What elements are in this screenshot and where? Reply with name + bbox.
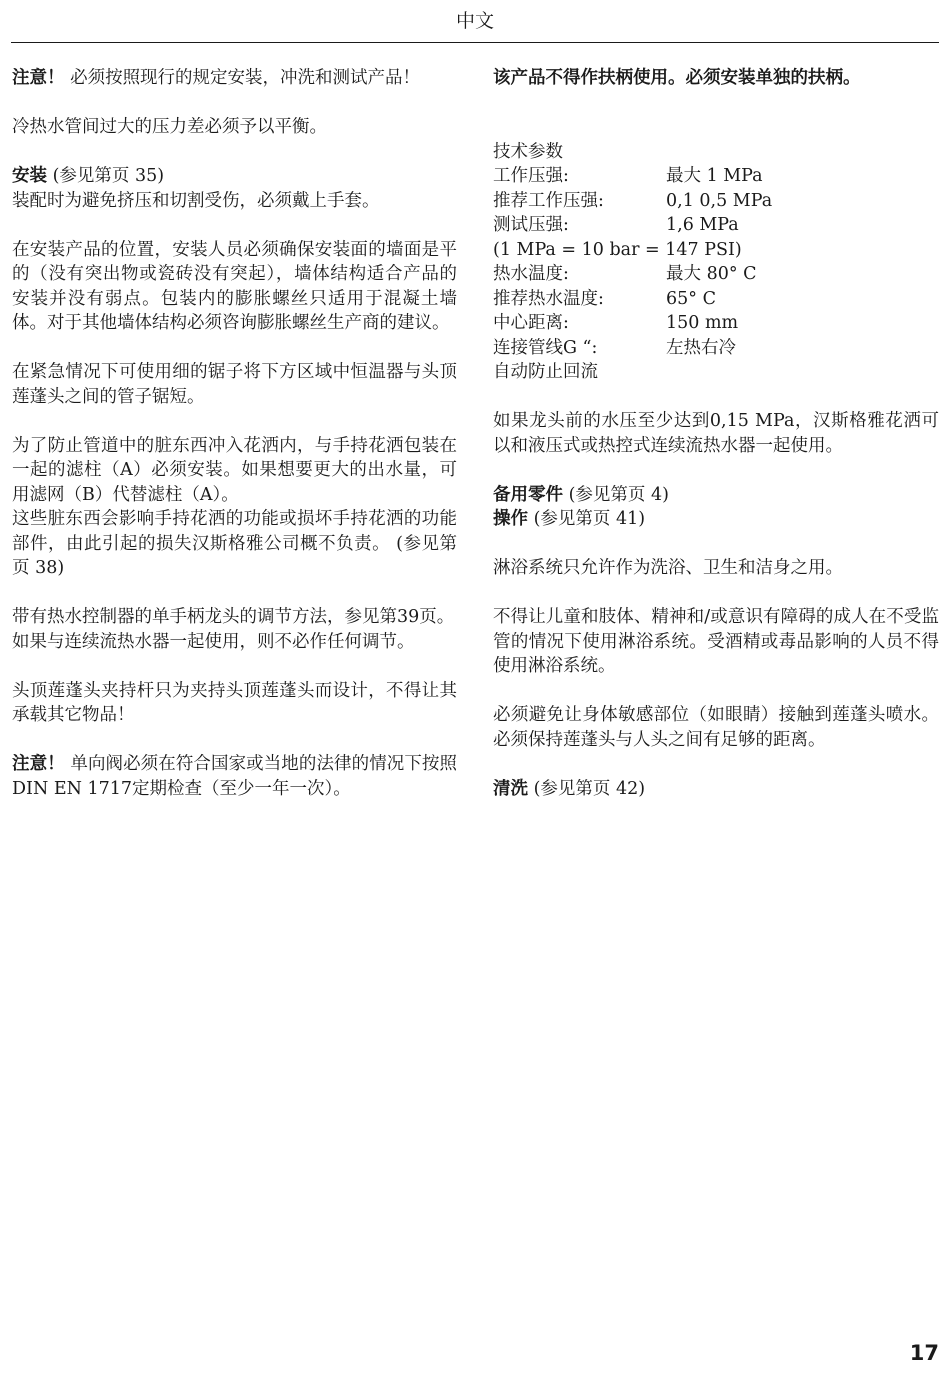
spec-value: 最大 1 MPa [666,166,763,186]
liability-paragraph: 这些脏东西会影响手持花洒的功能或损坏手持花洒的功能部件，由此引起的损失汉斯格雅公司概不负责。 (参见第页 38) [12,509,457,578]
spacer [493,115,939,140]
right-column [493,66,939,826]
handle-warning [493,66,939,91]
filter-paragraph: 为了防止管道中的脏东西冲入花洒内，与手持花洒包装在一起的滤柱（A）必须安装。如果想要更大的出水量，可用滤网（B）代替滤柱（A）。 [12,435,457,505]
spec-row-recommended-pressure [493,189,939,214]
spec-value: 65° C [666,288,716,309]
spec-row-operating-pressure [493,164,939,189]
technical-specs [493,140,939,385]
spec-value: 左热右冷 [666,337,736,358]
spec-row-hot-water-temp [493,262,939,287]
spec-label: 推荐工作压强: [493,190,604,211]
spec-value: 1,6 MPa [666,215,739,235]
check-valve-paragraph [12,752,457,801]
installation-page-ref: (参见第页 35) [47,166,165,186]
gloves-paragraph: 装配时为避免挤压和切割受伤，必须戴上手套。 [12,190,380,211]
installation-heading [12,164,457,189]
spec-unit-note: (1 MPa = 10 bar = 147 PSI) [493,239,742,260]
eyes-warning-paragraph: 必须避免让身体敏感部位（如眼睛）接触到莲蓬头喷水。必须保持莲蓬头与人头之间有足够的距离。 [493,705,939,750]
spec-label: 连接管线G “: [493,337,598,358]
pressure-balance-paragraph: 冷热水管间过大的压力差必须予以平衡。 [12,117,327,137]
handle-warning-text: 该产品不得作扶柄使用。必须安装单独的扶柄。 [493,68,861,88]
water-pressure-paragraph: 如果龙头前的水压至少达到0,15 MPa，汉斯格雅花洒可以和液压式或热控式连续流热水器一起使用。 [493,411,939,456]
holder-bar-paragraph: 头顶莲蓬头夹持杆只为夹持头顶莲蓬头而设计，不得让其承载其它物品！ [12,680,457,725]
cleaning-heading [493,777,939,802]
spec-row-center-distance [493,311,939,336]
page-number: 17 [909,1341,939,1365]
installation-label: 安装 [12,166,47,186]
check-valve-text: 单向阀必须在符合国家或当地的法律的情况下按照DIN EN 1717定期检查（至少一年一次）。 [12,754,458,799]
spare-parts-page-ref: (参见第页 4) [563,484,669,505]
cleaning-label: 清洗 [493,778,528,799]
operation-label: 操作 [493,509,528,529]
spec-label: 工作压强: [493,166,569,186]
spec-row-test-pressure [493,213,939,238]
spec-label: 测试压强: [493,215,569,235]
children-warning-paragraph: 不得让儿童和肢体、精神和/或意识有障碍的成人在不受监管的情况下使用淋浴系统。受酒精或毒品影响的人员不得使用淋浴系统。 [493,607,939,676]
spec-row-recommended-temp [493,287,939,312]
specs-title: 技术参数 [493,141,563,162]
spec-row-connection [493,336,939,361]
spare-parts-heading [493,483,939,508]
operation-page-ref: (参见第页 41) [528,509,646,529]
notice-install-paragraph [12,66,457,91]
usage-paragraph: 淋浴系统只允许作为洗浴、卫生和洁身之用。 [493,558,843,578]
notice-text: 必须按照现行的规定安装，冲洗和测试产品！ [64,68,421,88]
water-heater-paragraph: 如果与连续流热水器一起使用，则不必作任何调节。 [12,631,415,652]
notice-label: 注意！ [12,68,65,88]
spec-label: 热水温度: [493,264,569,284]
emergency-saw-paragraph: 在紧急情况下可使用细的锯子将下方区域中恒温器与头顶莲蓬头之间的管子锯短。 [12,362,457,407]
check-valve-label: 注意！ [12,754,65,774]
page-header-title: 中文 [455,10,494,32]
spec-label: 推荐热水温度: [493,288,604,309]
operation-heading [493,507,939,532]
left-column [12,66,457,826]
spec-value: 最大 80° C [666,264,757,284]
header-divider [11,42,939,43]
wall-surface-paragraph: 在安装产品的位置，安装人员必须确保安装面的墙面是平的（没有突出物或瓷砖没有突起），墙体结构适合产品的安装并没有弱点。包装内的膨胀螺丝只适用于混凝土墙体。对于其他墙体结构必须咨询膨胀螺丝生产商的建议。 [12,239,457,333]
spec-backflow: 自动防止回流 [493,362,598,382]
spare-parts-label: 备用零件 [493,484,563,505]
spec-label: 中心距离: [493,313,569,333]
cleaning-page-ref: (参见第页 42) [528,778,646,799]
spec-value: 150 mm [666,313,739,333]
adjustment-paragraph: 带有热水控制器的单手柄龙头的调节方法，参见第39页。 [12,607,455,627]
spec-value: 0,1 0,5 MPa [666,190,773,211]
